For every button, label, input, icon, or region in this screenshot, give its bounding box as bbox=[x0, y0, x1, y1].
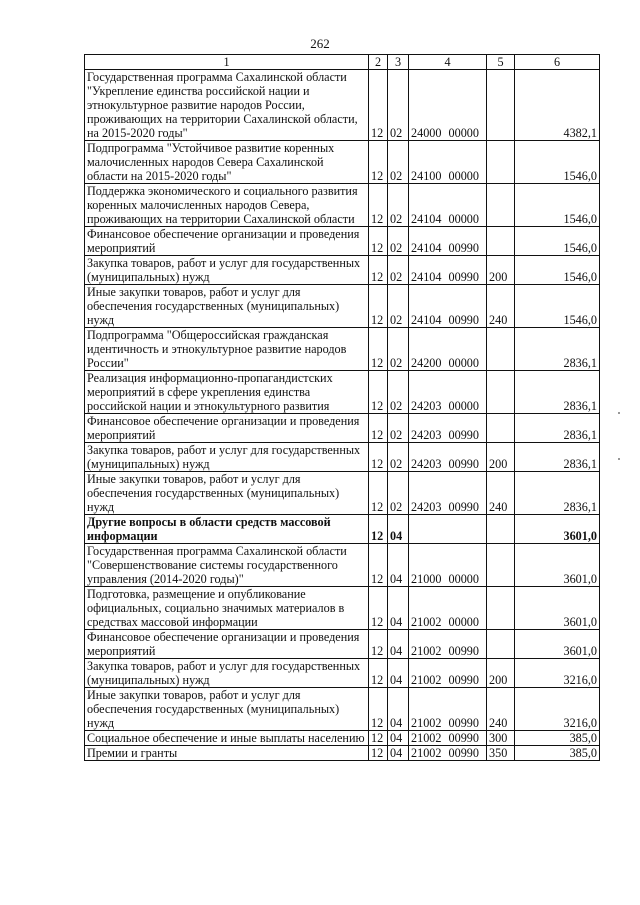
table-row bbox=[85, 443, 600, 472]
cell-vr: 350 bbox=[487, 746, 515, 761]
table-header-row bbox=[85, 55, 600, 70]
cell-csr: 24200 00000 bbox=[409, 328, 487, 371]
cell-sum: 2836,1 bbox=[515, 443, 600, 472]
table-row bbox=[85, 414, 600, 443]
cell-pr: 02 bbox=[388, 285, 409, 328]
cell-rz: 12 bbox=[369, 70, 388, 141]
table-row bbox=[85, 141, 600, 184]
cell-name: Премии и гранты bbox=[85, 746, 369, 761]
cell-pr: 02 bbox=[388, 184, 409, 227]
cell-name: Финансовое обеспечение организации и проведения мероприятий bbox=[85, 227, 369, 256]
cell-name: Поддержка экономического и социального развития коренных малочисленных народов Севера, проживающих на территории Сахалинской области bbox=[85, 184, 369, 227]
cell-pr: 04 bbox=[388, 587, 409, 630]
cell-vr: 240 bbox=[487, 688, 515, 731]
cell-rz: 12 bbox=[369, 544, 388, 587]
cell-csr: 24100 00000 bbox=[409, 141, 487, 184]
cell-sum: 2836,1 bbox=[515, 371, 600, 414]
cell-pr: 04 bbox=[388, 659, 409, 688]
table-row bbox=[85, 587, 600, 630]
cell-name: Другие вопросы в области средств массовой информации bbox=[85, 515, 369, 544]
table-row bbox=[85, 70, 600, 141]
cell-csr: 21002 00990 bbox=[409, 731, 487, 746]
cell-name: Иные закупки товаров, работ и услуг для обеспечения государственных (муниципальных) нужд bbox=[85, 688, 369, 731]
cell-rz: 12 bbox=[369, 515, 388, 544]
table-row bbox=[85, 515, 600, 544]
cell-name: Государственная программа Сахалинской области "Совершенствование системы государственного управления (2014-2020 годы)" bbox=[85, 544, 369, 587]
cell-vr bbox=[487, 515, 515, 544]
column-header: 3 bbox=[388, 55, 409, 70]
column-header: 4 bbox=[409, 55, 487, 70]
cell-rz: 12 bbox=[369, 472, 388, 515]
table-row bbox=[85, 328, 600, 371]
table-row bbox=[85, 371, 600, 414]
table-row bbox=[85, 659, 600, 688]
cell-sum: 3216,0 bbox=[515, 688, 600, 731]
cell-vr bbox=[487, 141, 515, 184]
cell-sum: 2836,1 bbox=[515, 472, 600, 515]
cell-pr: 02 bbox=[388, 414, 409, 443]
cell-rz: 12 bbox=[369, 141, 388, 184]
cell-csr: 21002 00990 bbox=[409, 659, 487, 688]
cell-rz: 12 bbox=[369, 227, 388, 256]
cell-pr: 02 bbox=[388, 328, 409, 371]
cell-vr bbox=[487, 184, 515, 227]
table-row bbox=[85, 472, 600, 515]
cell-vr bbox=[487, 328, 515, 371]
cell-vr bbox=[487, 371, 515, 414]
cell-name: Государственная программа Сахалинской области "Укрепление единства российской нации и этнокультурное развитие народов России, проживающих на территории Сахалинской области, на 2015-2020 годы" bbox=[85, 70, 369, 141]
cell-name: Подпрограмма "Общероссийская гражданская идентичность и этнокультурное развитие народов России" bbox=[85, 328, 369, 371]
cell-name: Иные закупки товаров, работ и услуг для обеспечения государственных (муниципальных) нужд bbox=[85, 472, 369, 515]
cell-csr: 24203 00000 bbox=[409, 371, 487, 414]
cell-name: Финансовое обеспечение организации и проведения мероприятий bbox=[85, 414, 369, 443]
cell-pr: 02 bbox=[388, 371, 409, 414]
cell-vr bbox=[487, 227, 515, 256]
column-header: 6 bbox=[515, 55, 600, 70]
cell-sum: 4382,1 bbox=[515, 70, 600, 141]
cell-csr: 21002 00990 bbox=[409, 746, 487, 761]
cell-csr: 21002 00000 bbox=[409, 587, 487, 630]
cell-sum: 1546,0 bbox=[515, 141, 600, 184]
cell-rz: 12 bbox=[369, 731, 388, 746]
page-number: 262 bbox=[310, 36, 330, 51]
cell-pr: 04 bbox=[388, 630, 409, 659]
cell-rz: 12 bbox=[369, 184, 388, 227]
cell-csr: 21000 00000 bbox=[409, 544, 487, 587]
cell-csr: 21002 00990 bbox=[409, 688, 487, 731]
cell-csr: 24203 00990 bbox=[409, 443, 487, 472]
cell-csr: 24203 00990 bbox=[409, 414, 487, 443]
cell-pr: 04 bbox=[388, 515, 409, 544]
cell-vr: 240 bbox=[487, 472, 515, 515]
cell-pr: 02 bbox=[388, 141, 409, 184]
cell-csr: 24203 00990 bbox=[409, 472, 487, 515]
table-row bbox=[85, 746, 600, 761]
cell-vr bbox=[487, 630, 515, 659]
cell-rz: 12 bbox=[369, 443, 388, 472]
cell-pr: 04 bbox=[388, 731, 409, 746]
cell-sum: 3601,0 bbox=[515, 515, 600, 544]
cell-name: Закупка товаров, работ и услуг для государственных (муниципальных) нужд bbox=[85, 659, 369, 688]
cell-rz: 12 bbox=[369, 659, 388, 688]
cell-vr: 240 bbox=[487, 285, 515, 328]
table-row bbox=[85, 184, 600, 227]
cell-csr bbox=[409, 515, 487, 544]
column-header: 1 bbox=[85, 55, 369, 70]
cell-name: Социальное обеспечение и иные выплаты населению bbox=[85, 731, 369, 746]
cell-vr: 200 bbox=[487, 256, 515, 285]
cell-name: Подготовка, размещение и опубликование официальных, социально значимых материалов в средствах массовой информации bbox=[85, 587, 369, 630]
cell-vr bbox=[487, 70, 515, 141]
cell-name: Подпрограмма "Устойчивое развитие коренных малочисленных народов Севера Сахалинской области на 2015-2020 годы" bbox=[85, 141, 369, 184]
column-header: 2 bbox=[369, 55, 388, 70]
cell-sum: 385,0 bbox=[515, 746, 600, 761]
table-row bbox=[85, 731, 600, 746]
cell-sum: 2836,1 bbox=[515, 414, 600, 443]
cell-rz: 12 bbox=[369, 256, 388, 285]
budget-table bbox=[84, 54, 600, 761]
cell-sum: 1546,0 bbox=[515, 285, 600, 328]
cell-vr bbox=[487, 587, 515, 630]
cell-sum: 3601,0 bbox=[515, 544, 600, 587]
cell-sum: 3601,0 bbox=[515, 630, 600, 659]
cell-csr: 24104 00990 bbox=[409, 285, 487, 328]
cell-rz: 12 bbox=[369, 688, 388, 731]
cell-vr: 200 bbox=[487, 659, 515, 688]
cell-name: Закупка товаров, работ и услуг для государственных (муниципальных) нужд bbox=[85, 443, 369, 472]
table-row bbox=[85, 544, 600, 587]
cell-sum: 2836,1 bbox=[515, 328, 600, 371]
cell-rz: 12 bbox=[369, 587, 388, 630]
cell-pr: 04 bbox=[388, 544, 409, 587]
cell-name: Иные закупки товаров, работ и услуг для обеспечения государственных (муниципальных) нужд bbox=[85, 285, 369, 328]
cell-pr: 02 bbox=[388, 472, 409, 515]
cell-csr: 24104 00000 bbox=[409, 184, 487, 227]
cell-sum: 3601,0 bbox=[515, 587, 600, 630]
cell-sum: 1546,0 bbox=[515, 256, 600, 285]
cell-vr: 200 bbox=[487, 443, 515, 472]
cell-sum: 385,0 bbox=[515, 731, 600, 746]
cell-csr: 24104 00990 bbox=[409, 227, 487, 256]
cell-vr bbox=[487, 414, 515, 443]
cell-rz: 12 bbox=[369, 371, 388, 414]
cell-sum: 3216,0 bbox=[515, 659, 600, 688]
cell-rz: 12 bbox=[369, 630, 388, 659]
cell-pr: 02 bbox=[388, 256, 409, 285]
cell-csr: 21002 00990 bbox=[409, 630, 487, 659]
cell-vr: 300 bbox=[487, 731, 515, 746]
scan-speck bbox=[618, 412, 620, 414]
table-row bbox=[85, 227, 600, 256]
cell-rz: 12 bbox=[369, 746, 388, 761]
cell-pr: 04 bbox=[388, 688, 409, 731]
column-header: 5 bbox=[487, 55, 515, 70]
table-row bbox=[85, 630, 600, 659]
table-row bbox=[85, 688, 600, 731]
cell-name: Закупка товаров, работ и услуг для государственных (муниципальных) нужд bbox=[85, 256, 369, 285]
cell-rz: 12 bbox=[369, 328, 388, 371]
cell-pr: 04 bbox=[388, 746, 409, 761]
cell-sum: 1546,0 bbox=[515, 184, 600, 227]
table-row bbox=[85, 256, 600, 285]
cell-name: Финансовое обеспечение организации и проведения мероприятий bbox=[85, 630, 369, 659]
cell-name: Реализация информационно-пропагандистских мероприятий в сфере укрепления единства российской нации и этнокультурного развития bbox=[85, 371, 369, 414]
cell-csr: 24000 00000 bbox=[409, 70, 487, 141]
cell-rz: 12 bbox=[369, 414, 388, 443]
cell-rz: 12 bbox=[369, 285, 388, 328]
cell-pr: 02 bbox=[388, 443, 409, 472]
table-row bbox=[85, 285, 600, 328]
cell-vr bbox=[487, 544, 515, 587]
cell-sum: 1546,0 bbox=[515, 227, 600, 256]
cell-pr: 02 bbox=[388, 70, 409, 141]
cell-csr: 24104 00990 bbox=[409, 256, 487, 285]
scan-speck bbox=[618, 458, 620, 460]
cell-pr: 02 bbox=[388, 227, 409, 256]
